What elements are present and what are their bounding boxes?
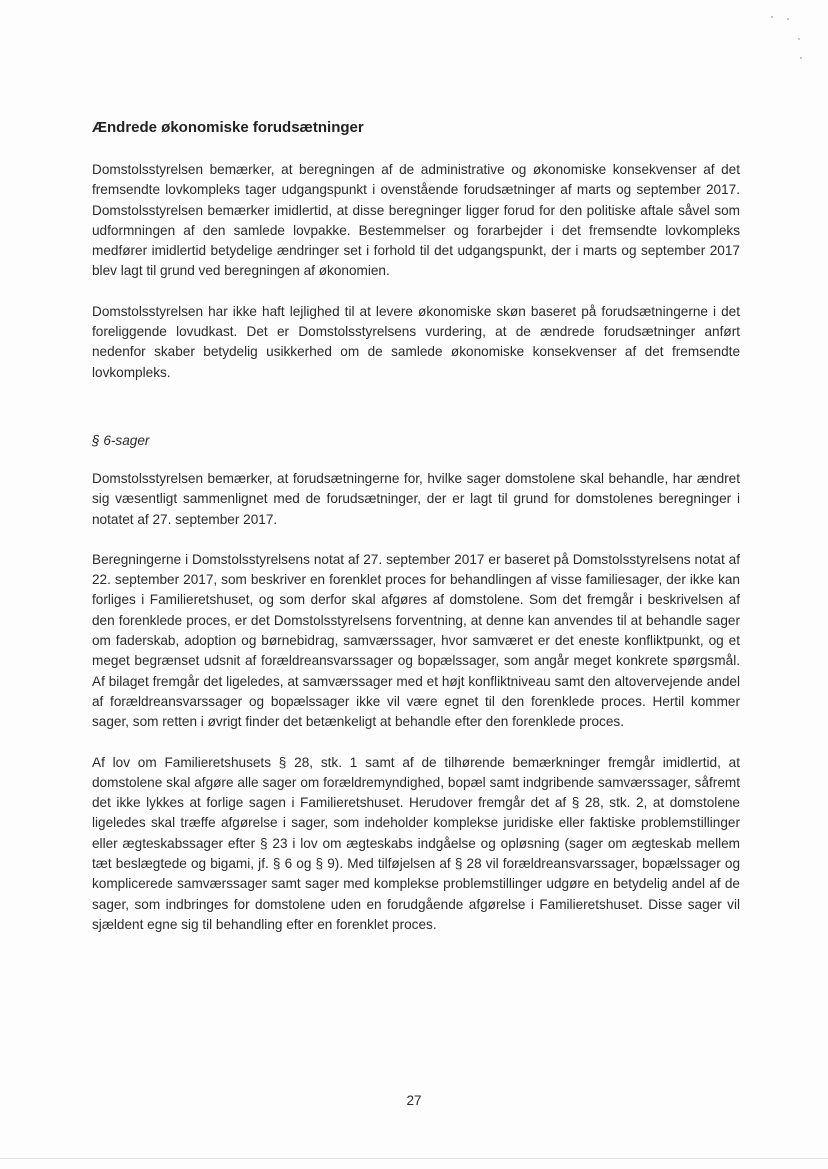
scan-speck [800, 57, 802, 59]
scan-speck [771, 16, 773, 18]
page-bottom-edge [0, 1158, 828, 1159]
subsection-heading: § 6-sager [92, 432, 150, 448]
paragraph: Domstolsstyrelsen har ikke haft lejlighed til at levere økonomiske skøn baseret på forudsætningerne i det foreliggende lovudkast. Det er Domstolsstyrelsens vurdering, at de ændrede forudsætninger anført nedenfor skaber betydelig usikkerhed om de samlede økonomiske konsekvenser af det fremsendte lovkompleks. [92, 303, 740, 380]
document-body [92, 118, 740, 955]
paragraph: Domstolsstyrelsen bemærker, at forudsætningerne for, hvilke sager domstolene skal behandle, har ændret sig væsentligt sammenlignet med de forudsætninger, der er lagt til grund for domstolenes beregninger i notatet af 27. september 2017. [92, 470, 740, 527]
paragraph: Domstolsstyrelsen bemærker, at beregningen af de administrative og økonomiske konsekvenser af det fremsendte lovkompleks tager udgangspunkt i ovenstående forudsætninger af marts og september 2017. Domstolsstyrelsen bemærker imidlertid, at disse beregninger ligger forud for den politiske aftale såvel som udformningen af den samlede lovpakke. Bestemmelser og forarbejder i det fremsendte lovkompleks medfører imidlertid betydelige ændringer set i forhold til det udgangspunkt, der i marts og september 2017 blev lagt til grund ved beregningen af økonomien. [92, 162, 740, 279]
scan-speck [787, 18, 789, 20]
section-heading: Ændrede økonomiske forudsætninger [92, 119, 364, 136]
paragraph: Beregningerne i Domstolsstyrelsens notat af 27. september 2017 er baseret på Domstolsstyrelsens notat af 22. september 2017, som beskriver en forenklet proces for behandlingen af visse familiesager, der ikke kan forliges i Familieretshuset, og som derfor skal afgøres af domstolene. Som det fremgår i beskrivelsen af den forenklede proces, er det Domstolsstyrelsens forventning, at denne kan anvendes til at behandle sager om faderskab, adoption og børnebidrag, samværssager, hvor samværet er det eneste konfliktpunkt, og et meget begrænset udsnit af forældreansvarssager og bopælssager, som angår meget konkrete spørgsmål. Af bilaget fremgår det ligeledes, at samværssager med et højt konfliktniveau samt den altovervejende andel af forældreansvarssager og bopælssager ikke vil være egnet til den forenklede proces. Hertil kommer sager, som retten i øvrigt finder det betænkeligt at behandle efter den forenklede proces. [92, 551, 740, 730]
paragraph: Af lov om Familieretshusets § 28, stk. 1 samt af de tilhørende bemærkninger fremgår imidlertid, at domstolene skal afgøre alle sager om forældremyndighed, bopæl samt indgribende samværssager, såfremt det ikke lykkes at forlige sagen i Familieretshuset. Herudover fremgår det af § 28, stk. 2, at domstolene ligeledes skal træffe afgørelse i sager, som indeholder komplekse juridiske eller faktiske problemstillinger eller ægteskabssager efter § 23 i lov om ægteskabs indgåelse og opløsning (sager om ægteskab mellem tæt beslægtede og bigami, jf. § 6 og § 9). Med tilføjelsen af § 28 vil forældreansvarssager, bopælssager og komplicerede samværssager samt sager med komplekse problemstillinger udgøre en betydelig andel af de sager, som indbringes for domstolene uden en forudgående afgørelse i Familieretshuset. Disse sager vil sjældent egne sig til behandling efter en forenklet proces. [92, 754, 740, 932]
page-number: 27 [406, 1093, 422, 1108]
scan-speck [798, 38, 800, 40]
